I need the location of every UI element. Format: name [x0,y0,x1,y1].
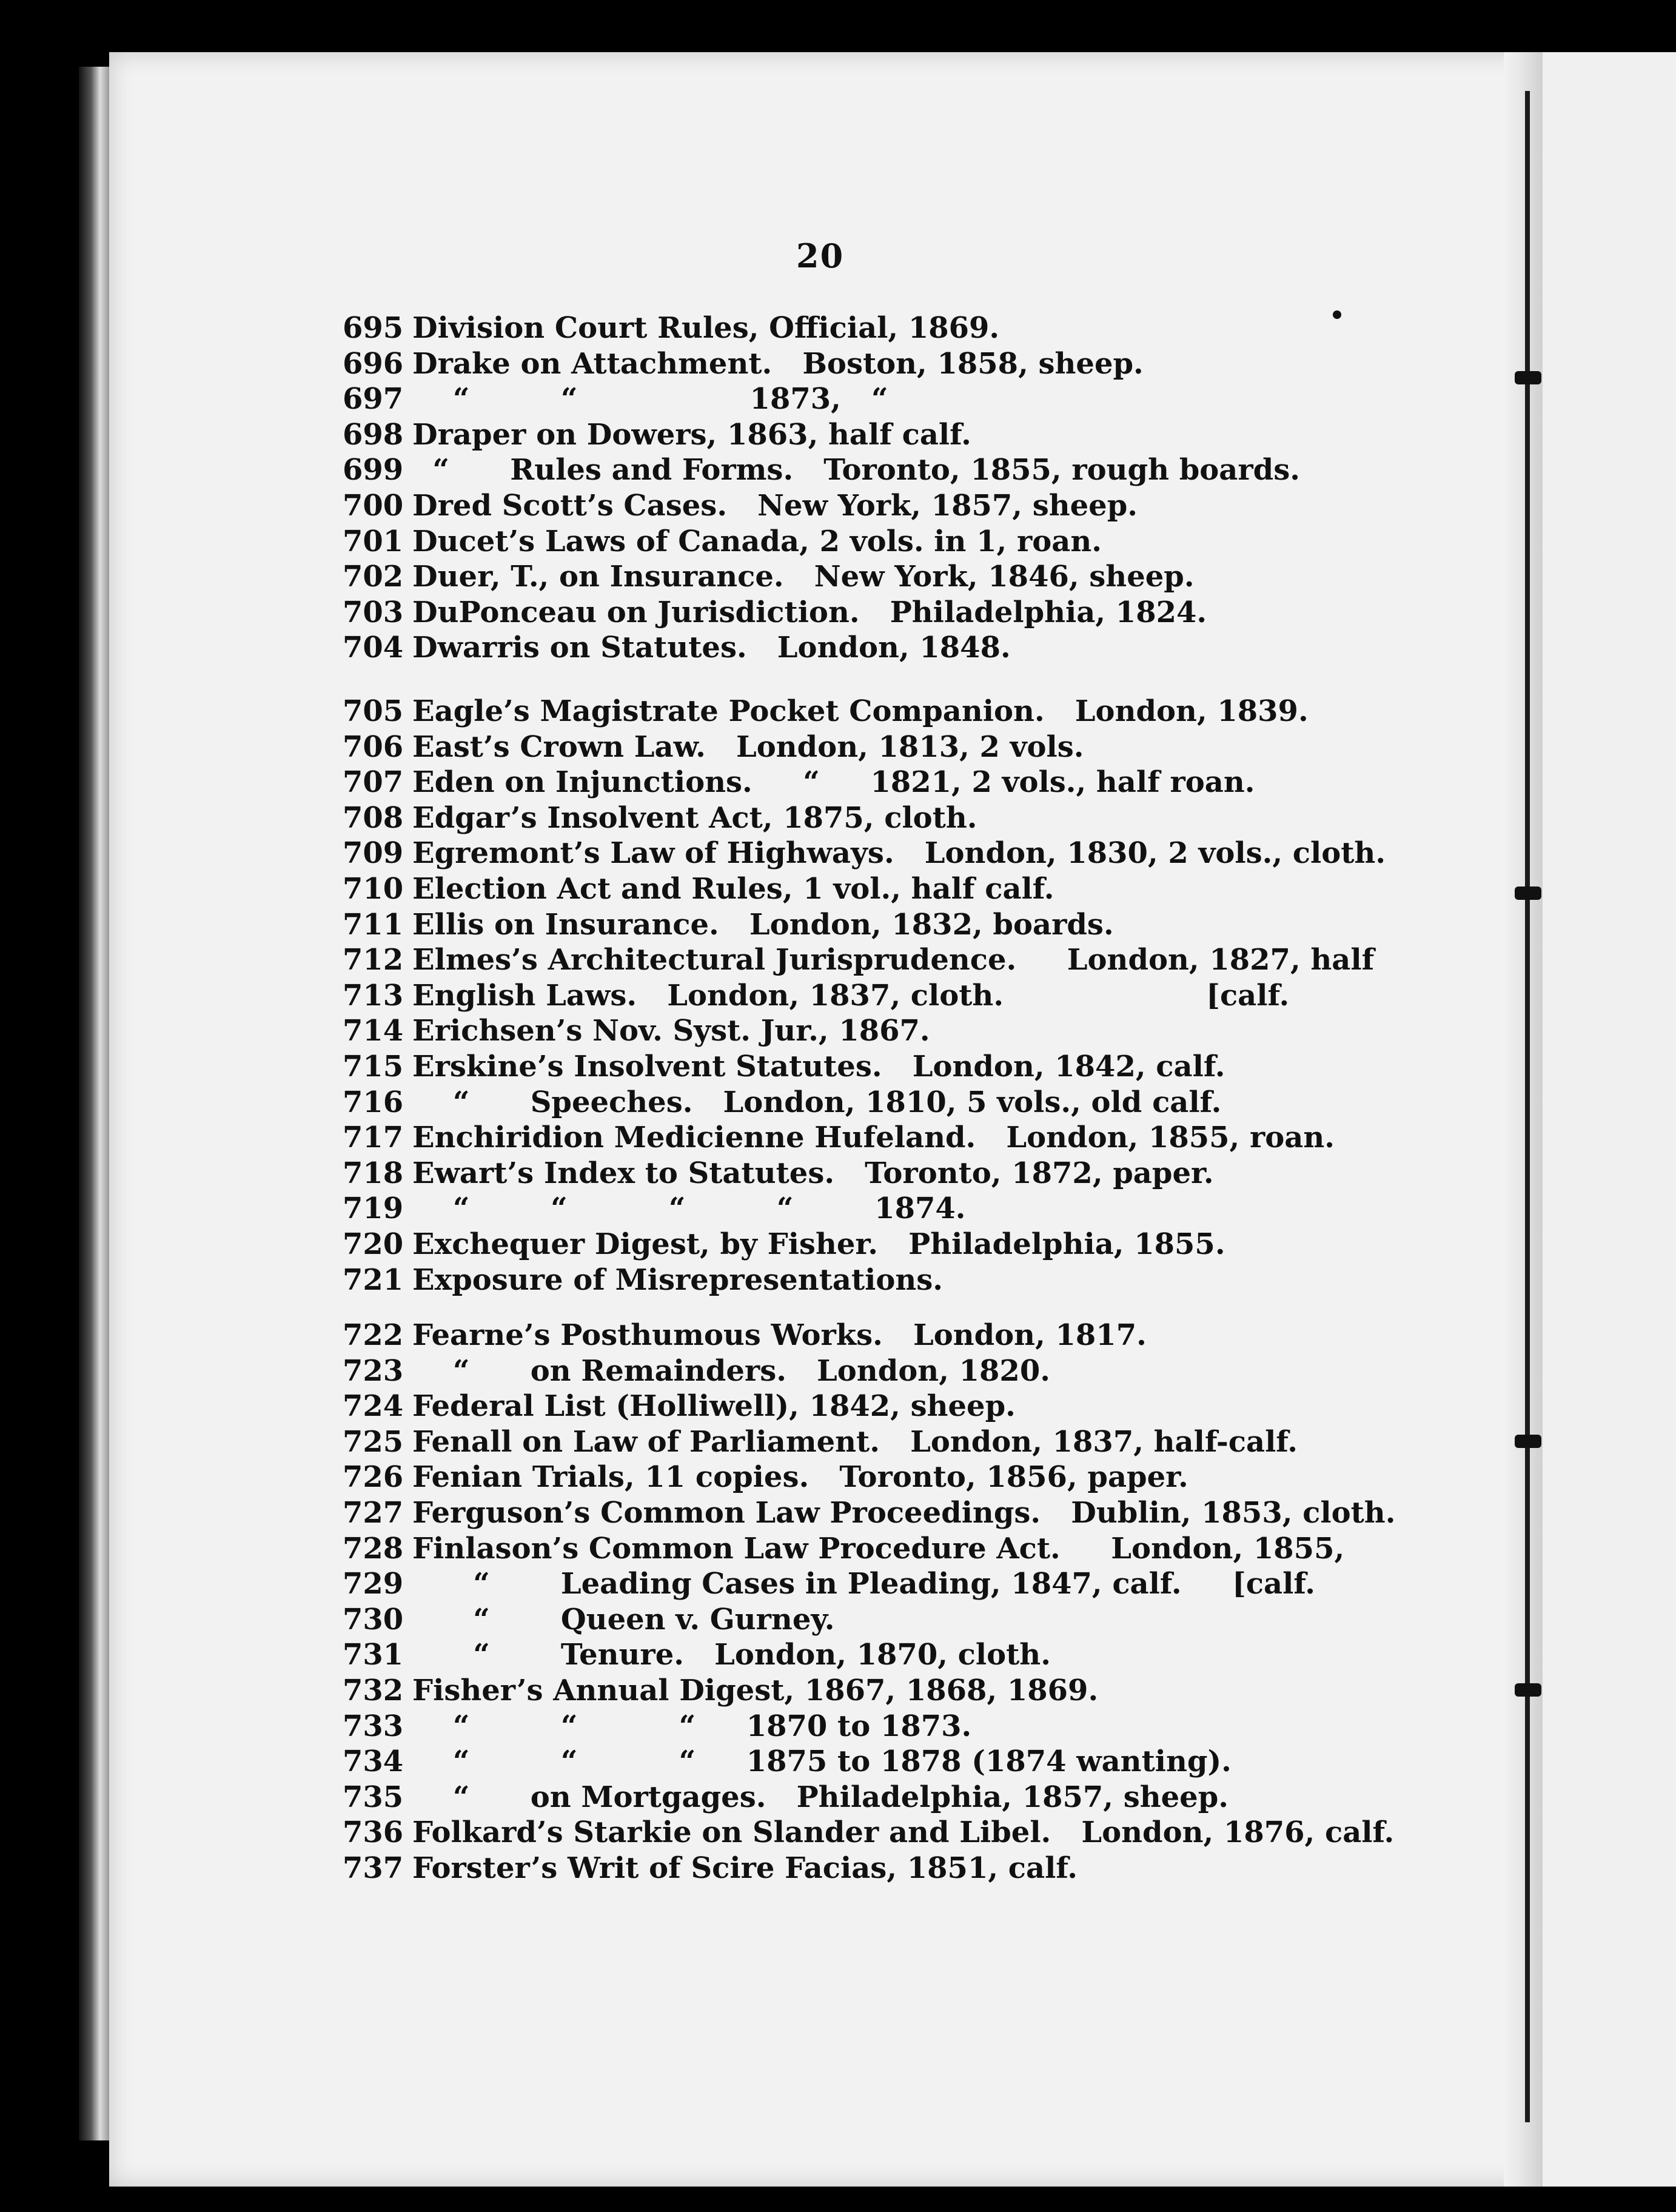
entry-number: 729 [343,1567,404,1601]
entry-text: Exposure of Misrepresentations. [412,1262,944,1297]
entry-number: 699 [343,453,404,488]
entry-text: “ “ 1873, “ [412,382,888,417]
entry-number: 732 [343,1674,404,1708]
entry-text: Edgar’s Insolvent Act, 1875, cloth. [412,800,977,835]
catalogue-entry [343,907,1114,942]
entry-number: 707 [343,765,404,800]
catalogue-entry [343,1709,972,1743]
entry-text: “ “ “ 1875 to 1878 (1874 wanting). [412,1744,1232,1779]
catalogue-entry [343,453,1300,488]
catalogue-entry [343,836,1386,871]
catalogue-entry [343,1262,944,1297]
entry-number: 711 [343,907,404,942]
entry-text: Fisher’s Annual Digest, 1867, 1868, 1869. [412,1674,1099,1708]
entry-text: Dred Scott’s Cases. New York, 1857, sheep. [412,489,1138,523]
catalogue-entry [343,1318,1147,1352]
entry-text: Dwarris on Statutes. London, 1848. [412,631,1011,665]
entry-number: 697 [343,382,404,417]
entry-text: Fenall on Law of Parliament. London, 1837, half-calf. [412,1424,1298,1459]
entry-number: 737 [343,1851,404,1885]
entry-text: Erichsen’s Nov. Syst. Jur., 1867. [412,1014,930,1048]
entry-number: 714 [343,1014,404,1048]
entry-number: 717 [343,1121,404,1155]
entry-text: Eden on Injunctions. “ 1821, 2 vols., half roan. [412,765,1255,800]
entry-text: “ “ “ “ 1874. [412,1191,966,1226]
catalogue-entry [343,595,1207,629]
catalogue-entry [343,800,977,835]
catalogue-entry [343,694,1309,728]
catalogue-entry [343,1424,1298,1459]
entry-text: East’s Crown Law. London, 1813, 2 vols. [412,729,1084,764]
entry-text: Forster’s Writ of Scire Facias, 1851, calf. [412,1851,1078,1885]
page-fold-line [1525,91,1530,2122]
catalogue-entry [343,1531,1345,1566]
catalogue-entry [343,1050,1225,1084]
entry-text: Erskine’s Insolvent Statutes. London, 1842, calf. [412,1050,1225,1084]
entry-text: “ Queen v. Gurney. [412,1602,835,1637]
left-binding-edge [79,67,109,2140]
catalogue-entry [343,1156,1214,1190]
entry-text: “ Tenure. London, 1870, cloth. [412,1638,1051,1672]
entry-text: Draper on Dowers, 1863, half calf. [412,417,971,452]
entry-number: 728 [343,1531,404,1566]
binding-thread-mark [1515,371,1541,384]
catalogue-entry [343,346,1144,381]
entry-number: 718 [343,1156,404,1190]
entry-number: 705 [343,694,404,728]
catalogue-entry [343,1227,1225,1261]
ink-speck [1333,310,1341,319]
entry-number: 719 [343,1191,404,1226]
entry-number: 701 [343,524,404,558]
entry-number: 700 [343,489,404,523]
entry-text: Folkard’s Starkie on Slander and Libel. London, 1876, calf. [412,1815,1395,1850]
binding-thread-mark [1515,1683,1541,1697]
entry-number: 702 [343,560,404,594]
entry-text: Ferguson’s Common Law Proceedings. Dublin, 1853, cloth. [412,1496,1396,1530]
entry-number: 709 [343,836,404,871]
binding-thread-mark [1515,1435,1541,1448]
entry-number: 736 [343,1815,404,1850]
entry-number: 703 [343,595,404,629]
entry-text: Division Court Rules, Official, 1869. [412,311,1000,345]
catalogue-entry [343,1780,1229,1814]
entry-number: 710 [343,872,404,906]
entry-number: 695 [343,311,404,345]
entry-text: Election Act and Rules, 1 vol., half calf. [412,872,1054,906]
catalogue-entry [343,943,1375,977]
entry-number: 720 [343,1227,404,1261]
entry-text: “ “ “ 1870 to 1873. [412,1709,972,1743]
entry-text: Finlason’s Common Law Procedure Act. London, 1855, [412,1531,1345,1566]
catalogue-entry [343,978,1290,1013]
entry-text: Exchequer Digest, by Fisher. Philadelphia, 1855. [412,1227,1225,1261]
catalogue-entry [343,1496,1396,1530]
entry-text: Federal List (Holliwell), 1842, sheep. [412,1389,1016,1424]
entry-text: Egremont’s Law of Highways. London, 1830, 2 vols., cloth. [412,836,1386,871]
entry-number: 726 [343,1460,404,1495]
entry-number: 733 [343,1709,404,1743]
entry-number: 727 [343,1496,404,1530]
entry-number: 730 [343,1602,404,1637]
catalogue-entry [343,1851,1078,1885]
entry-number: 734 [343,1744,404,1779]
catalogue-entry [343,765,1255,800]
entry-number: 731 [343,1638,404,1672]
entry-number: 716 [343,1085,404,1119]
entry-number: 725 [343,1424,404,1459]
catalogue-entry [343,382,888,417]
catalogue-entry [343,1744,1232,1779]
catalogue-entry [343,1191,966,1226]
entry-text: Elmes’s Architectural Jurisprudence. London, 1827, half [412,943,1375,977]
entry-number: 722 [343,1318,404,1352]
entry-text: “ on Remainders. London, 1820. [412,1353,1050,1388]
entry-text: English Laws. London, 1837, cloth. [calf. [412,978,1290,1013]
entry-number: 715 [343,1050,404,1084]
entry-number: 724 [343,1389,404,1424]
entry-number: 723 [343,1353,404,1388]
catalogue-entry [343,489,1138,523]
entry-text: “ Rules and Forms. Toronto, 1855, rough boards. [412,453,1300,488]
catalogue-entry [343,1815,1395,1850]
entry-text: Fenian Trials, 11 copies. Toronto, 1856, paper. [412,1460,1188,1495]
catalogue-entry [343,1567,1316,1601]
entry-number: 721 [343,1262,404,1297]
catalogue-entry [343,729,1084,764]
catalogue-entry [343,1674,1099,1708]
entry-number: 708 [343,800,404,835]
entry-text: “ Speeches. London, 1810, 5 vols., old calf. [412,1085,1222,1119]
catalogue-entry [343,1085,1222,1119]
entry-text: Ewart’s Index to Statutes. Toronto, 1872, paper. [412,1156,1214,1190]
entry-text: Ducet’s Laws of Canada, 2 vols. in 1, roan. [412,524,1102,558]
catalogue-entry [343,1121,1335,1155]
catalogue-entry [343,524,1102,558]
entry-text: Fearne’s Posthumous Works. London, 1817. [412,1318,1147,1352]
facing-page-edge [1543,52,1676,2187]
entry-text: DuPonceau on Jurisdiction. Philadelphia, 1824. [412,595,1207,629]
entry-text: Duer, T., on Insurance. New York, 1846, sheep. [412,560,1195,594]
entry-text: Ellis on Insurance. London, 1832, boards. [412,907,1114,942]
entry-number: 706 [343,729,404,764]
entry-text: “ on Mortgages. Philadelphia, 1857, sheep. [412,1780,1229,1814]
entry-number: 698 [343,417,404,452]
catalogue-entry [343,417,971,452]
entry-text: “ Leading Cases in Pleading, 1847, calf. [calf. [412,1567,1316,1601]
entry-number: 712 [343,943,404,977]
entry-number: 704 [343,631,404,665]
binding-thread-mark [1515,886,1541,900]
catalogue-entry [343,631,1011,665]
entry-number: 735 [343,1780,404,1814]
catalogue-entry [343,313,999,343]
entry-text: Drake on Attachment. Boston, 1858, sheep. [412,346,1144,381]
entry-number: 696 [343,346,404,381]
entry-text: Enchiridion Medicienne Hufeland. London, 1855, roan. [412,1121,1335,1155]
catalogue-entry [343,872,1054,906]
catalogue-entry [343,1460,1188,1495]
page-number: 20 [796,236,845,275]
catalogue-entry [343,560,1195,594]
catalogue-entry [343,1389,1016,1424]
catalogue-entry [343,1353,1050,1388]
catalogue-entry [343,1638,1051,1672]
catalogue-entry [343,1602,835,1637]
entry-text: Eagle’s Magistrate Pocket Companion. London, 1839. [412,694,1309,728]
catalogue-entry [343,1014,930,1048]
entry-number: 713 [343,978,404,1013]
